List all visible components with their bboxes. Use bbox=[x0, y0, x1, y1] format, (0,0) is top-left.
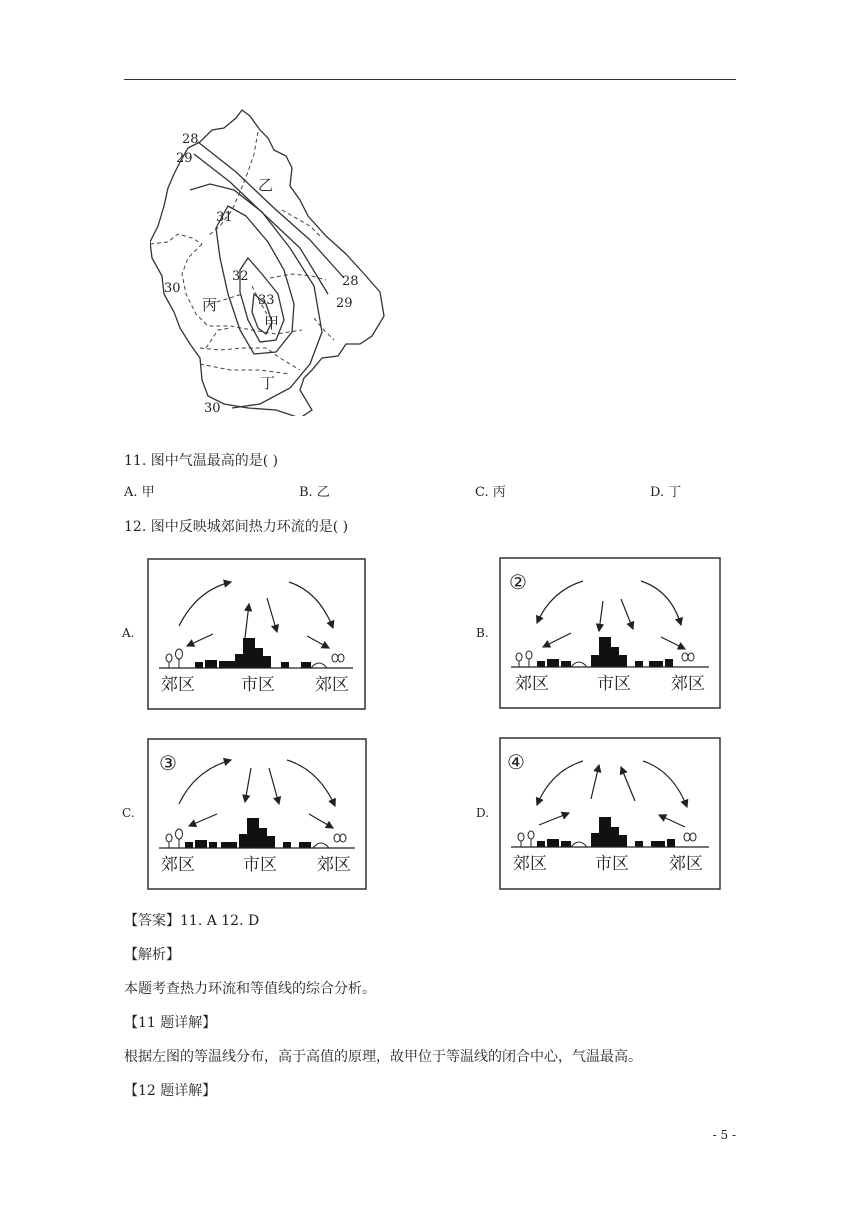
axis-label-suburb-right: 郊区 bbox=[315, 675, 349, 695]
analysis-heading: 【解析】 bbox=[124, 947, 180, 963]
isotherm-label: 30 bbox=[164, 281, 181, 296]
q12-option-a[interactable]: A. bbox=[122, 626, 135, 640]
circulation-diagram-c bbox=[147, 738, 367, 890]
axis-label-suburb-left: 郊区 bbox=[161, 855, 195, 875]
axis-label-suburb-left: 郊区 bbox=[513, 854, 547, 874]
analysis-text: 本题考查热力环流和等值线的综合分析。 bbox=[124, 981, 376, 997]
axis-label-suburb-right: 郊区 bbox=[317, 855, 351, 875]
circulation-diagram-b bbox=[499, 557, 721, 709]
isotherm-label: 28 bbox=[182, 132, 199, 147]
axis-label-city: 市区 bbox=[597, 674, 631, 694]
answer-line: 【答案】11. A 12. D bbox=[124, 913, 260, 929]
q11-option-d[interactable]: D. 丁 bbox=[650, 485, 682, 500]
q11-stem: 11. 图中气温最高的是( ) bbox=[124, 453, 279, 469]
q11-option-b[interactable]: B. 乙 bbox=[299, 485, 330, 500]
detail11-heading: 【11 题详解】 bbox=[124, 1015, 217, 1031]
panel-number-2: ② bbox=[509, 570, 527, 594]
isotherm-label: 33 bbox=[258, 293, 275, 308]
axis-label-suburb-left: 郊区 bbox=[161, 675, 195, 695]
circulation-diagram-a bbox=[147, 558, 366, 710]
detail12-heading: 【12 题详解】 bbox=[124, 1083, 217, 1099]
isotherm-label: 28 bbox=[342, 274, 359, 289]
isotherm-label: 29 bbox=[176, 151, 193, 166]
panel-number-3: ③ bbox=[159, 751, 177, 775]
isotherm-label: 30 bbox=[204, 401, 221, 416]
area-label-yi: 乙 bbox=[258, 176, 274, 194]
area-label-ding: 丁 bbox=[260, 374, 276, 392]
q12-option-c[interactable]: C. bbox=[122, 806, 135, 820]
q11-option-a[interactable]: A. 甲 bbox=[124, 485, 155, 500]
isotherm-map bbox=[150, 108, 390, 416]
axis-label-city: 市区 bbox=[243, 855, 277, 875]
area-label-bing: 丙 bbox=[202, 296, 218, 314]
area-label-jia: 甲 bbox=[264, 314, 280, 332]
header-rule bbox=[124, 79, 736, 80]
panel-number-4: ④ bbox=[507, 750, 525, 774]
q12-stem: 12. 图中反映城郊间热力环流的是( ) bbox=[124, 519, 349, 535]
detail11-text: 根据左图的等温线分布，高于高值的原理，故甲位于等温线的闭合中心，气温最高。 bbox=[124, 1049, 642, 1065]
q12-option-d[interactable]: D. bbox=[476, 806, 490, 820]
page-number: - 5 - bbox=[712, 1128, 736, 1142]
q12-option-b[interactable]: B. bbox=[476, 626, 489, 640]
circulation-diagram-d bbox=[499, 737, 721, 890]
axis-label-suburb-left: 郊区 bbox=[515, 674, 549, 694]
axis-label-suburb-right: 郊区 bbox=[669, 854, 703, 874]
isotherm-label: 31 bbox=[216, 210, 233, 225]
isotherm-label: 32 bbox=[232, 269, 249, 284]
axis-label-suburb-right: 郊区 bbox=[671, 674, 705, 694]
q11-option-c[interactable]: C. 丙 bbox=[475, 485, 506, 500]
axis-label-city: 市区 bbox=[241, 675, 275, 695]
axis-label-city: 市区 bbox=[595, 854, 629, 874]
isotherm-label: 29 bbox=[336, 296, 353, 311]
